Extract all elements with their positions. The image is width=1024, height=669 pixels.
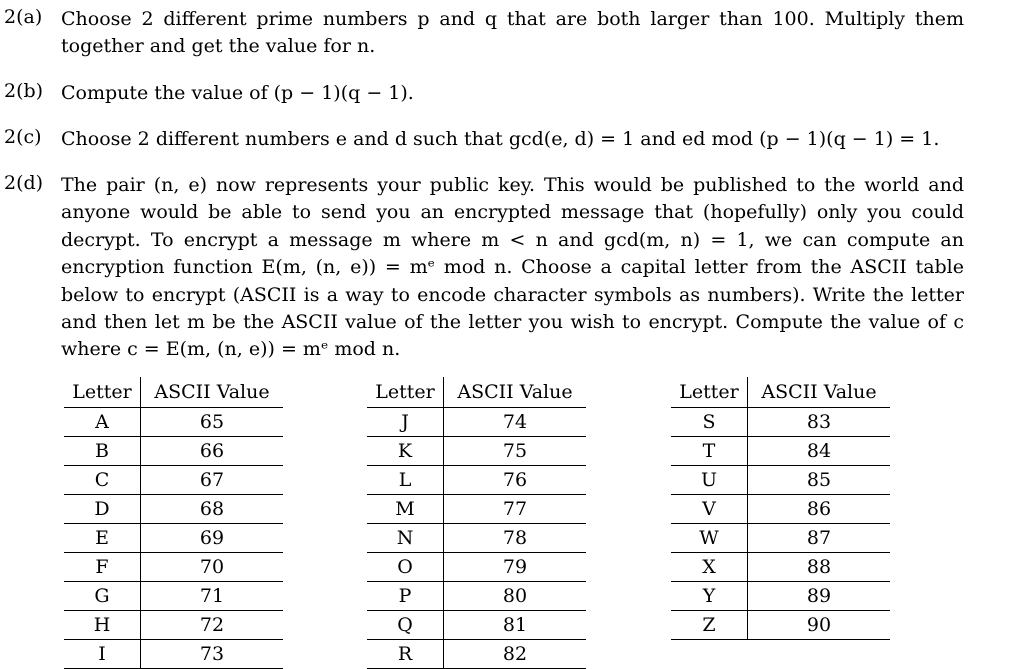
question-line: together and get the value for n. bbox=[61, 35, 376, 58]
question-number: 2(b) bbox=[4, 80, 44, 102]
ascii-value-cell: 65 bbox=[141, 408, 284, 437]
letter-cell: P bbox=[367, 582, 444, 611]
question-line: below to encrypt (ASCII is a way to encode character symbols as numbers). Write the letter bbox=[61, 283, 964, 306]
ascii-value-cell: 69 bbox=[141, 524, 284, 553]
ascii-value-header: ASCII Value bbox=[141, 377, 284, 408]
table-row bbox=[671, 582, 890, 611]
table-row bbox=[367, 553, 586, 582]
question-2c bbox=[4, 126, 964, 153]
letter-cell: U bbox=[671, 466, 748, 495]
letter-header: Letter bbox=[375, 381, 435, 403]
question-2b bbox=[4, 80, 964, 107]
table-row bbox=[64, 582, 283, 611]
ascii-value-cell: 89 bbox=[748, 582, 891, 611]
letter-cell: I bbox=[64, 640, 141, 669]
ascii-value-cell: 74 bbox=[444, 408, 587, 437]
ascii-value-cell: 71 bbox=[141, 582, 284, 611]
table-row bbox=[64, 495, 283, 524]
table-row bbox=[367, 466, 586, 495]
ascii-value-cell: 88 bbox=[748, 553, 891, 582]
question-number: 2(d) bbox=[4, 172, 44, 194]
question-line: and then let m be the ASCII value of the letter you wish to encrypt. Compute the value of c bbox=[61, 311, 964, 334]
ascii-value-cell: 87 bbox=[748, 524, 891, 553]
table-row bbox=[671, 437, 890, 466]
letter-cell: Y bbox=[671, 582, 748, 611]
table-row bbox=[671, 611, 890, 640]
question-2d bbox=[4, 172, 964, 364]
letter-cell: H bbox=[64, 611, 141, 640]
ascii-value-cell: 75 bbox=[444, 437, 587, 466]
letter-cell: S bbox=[671, 408, 748, 437]
ascii-value-cell: 76 bbox=[444, 466, 587, 495]
ascii-value-cell: 66 bbox=[141, 437, 284, 466]
letter-cell: B bbox=[64, 437, 141, 466]
letter-header: Letter bbox=[72, 381, 132, 403]
letter-cell: F bbox=[64, 553, 141, 582]
ascii-value-cell: 67 bbox=[141, 466, 284, 495]
table-row bbox=[64, 611, 283, 640]
ascii-value-cell: 81 bbox=[444, 611, 587, 640]
ascii-value-cell: 72 bbox=[141, 611, 284, 640]
table-row bbox=[367, 495, 586, 524]
table-row bbox=[367, 408, 586, 437]
ascii-value-header: ASCII Value bbox=[748, 377, 891, 408]
ascii-value-cell: 80 bbox=[444, 582, 587, 611]
letter-cell: J bbox=[367, 408, 444, 437]
ascii-table-3 bbox=[671, 377, 890, 640]
letter-cell: O bbox=[367, 553, 444, 582]
ascii-value-cell: 90 bbox=[748, 611, 891, 640]
letter-cell: T bbox=[671, 437, 748, 466]
letter-cell: Q bbox=[367, 611, 444, 640]
table-row bbox=[64, 640, 283, 669]
ascii-value-cell: 84 bbox=[748, 437, 891, 466]
table-row bbox=[64, 553, 283, 582]
ascii-value-cell: 78 bbox=[444, 524, 587, 553]
letter-cell: C bbox=[64, 466, 141, 495]
letter-cell: A bbox=[64, 408, 141, 437]
letter-cell: K bbox=[367, 437, 444, 466]
question-number: 2(a) bbox=[4, 6, 43, 28]
table-row bbox=[64, 466, 283, 495]
ascii-value-cell: 85 bbox=[748, 466, 891, 495]
table-row bbox=[64, 408, 283, 437]
table-row bbox=[671, 524, 890, 553]
table-row bbox=[367, 611, 586, 640]
question-line: Compute the value of (p − 1)(q − 1). bbox=[61, 82, 414, 104]
question-2a bbox=[4, 6, 964, 61]
question-line: encryption function E(m, (n, e)) = mᵉ mod n. Choose a capital letter from the ASCII table bbox=[61, 256, 964, 279]
letter-cell: Z bbox=[671, 611, 748, 640]
ascii-value-header: ASCII Value bbox=[444, 377, 587, 408]
ascii-value-cell: 70 bbox=[141, 553, 284, 582]
ascii-value-cell: 68 bbox=[141, 495, 284, 524]
letter-cell: G bbox=[64, 582, 141, 611]
table-row bbox=[367, 524, 586, 553]
question-line: The pair (n, e) now represents your public key. This would be published to the world and bbox=[61, 174, 964, 196]
letter-cell: W bbox=[671, 524, 748, 553]
table-row bbox=[671, 495, 890, 524]
question-line: Choose 2 different numbers e and d such that gcd(e, d) = 1 and ed mod (p − 1)(q − 1) = 1. bbox=[61, 128, 940, 150]
letter-cell: R bbox=[367, 640, 444, 669]
table-row bbox=[671, 408, 890, 437]
letter-cell: L bbox=[367, 466, 444, 495]
ascii-table-2 bbox=[367, 377, 586, 669]
letter-cell: D bbox=[64, 495, 141, 524]
table-row bbox=[671, 466, 890, 495]
table-row bbox=[367, 582, 586, 611]
question-number: 2(c) bbox=[4, 126, 42, 148]
question-line: Choose 2 different prime numbers p and q that are both larger than 100. Multiply them bbox=[61, 8, 964, 30]
letter-cell: N bbox=[367, 524, 444, 553]
ascii-table-1 bbox=[64, 377, 283, 669]
ascii-value-cell: 77 bbox=[444, 495, 587, 524]
ascii-value-cell: 83 bbox=[748, 408, 891, 437]
table-row bbox=[64, 437, 283, 466]
letter-header: Letter bbox=[679, 381, 739, 403]
letter-cell: X bbox=[671, 553, 748, 582]
table-row bbox=[671, 553, 890, 582]
table-row bbox=[367, 437, 586, 466]
ascii-value-cell: 79 bbox=[444, 553, 587, 582]
table-row bbox=[64, 524, 283, 553]
question-line: anyone would be able to send you an encrypted message that (hopefully) only you could bbox=[61, 201, 964, 224]
letter-cell: M bbox=[367, 495, 444, 524]
ascii-value-cell: 82 bbox=[444, 640, 587, 669]
question-line: decrypt. To encrypt a message m where m < n and gcd(m, n) = 1, we can compute an bbox=[61, 228, 964, 251]
letter-cell: E bbox=[64, 524, 141, 553]
question-line: where c = E(m, (n, e)) = mᵉ mod n. bbox=[61, 338, 401, 361]
letter-cell: V bbox=[671, 495, 748, 524]
ascii-value-cell: 86 bbox=[748, 495, 891, 524]
ascii-value-cell: 73 bbox=[141, 640, 284, 669]
table-row bbox=[367, 640, 586, 669]
